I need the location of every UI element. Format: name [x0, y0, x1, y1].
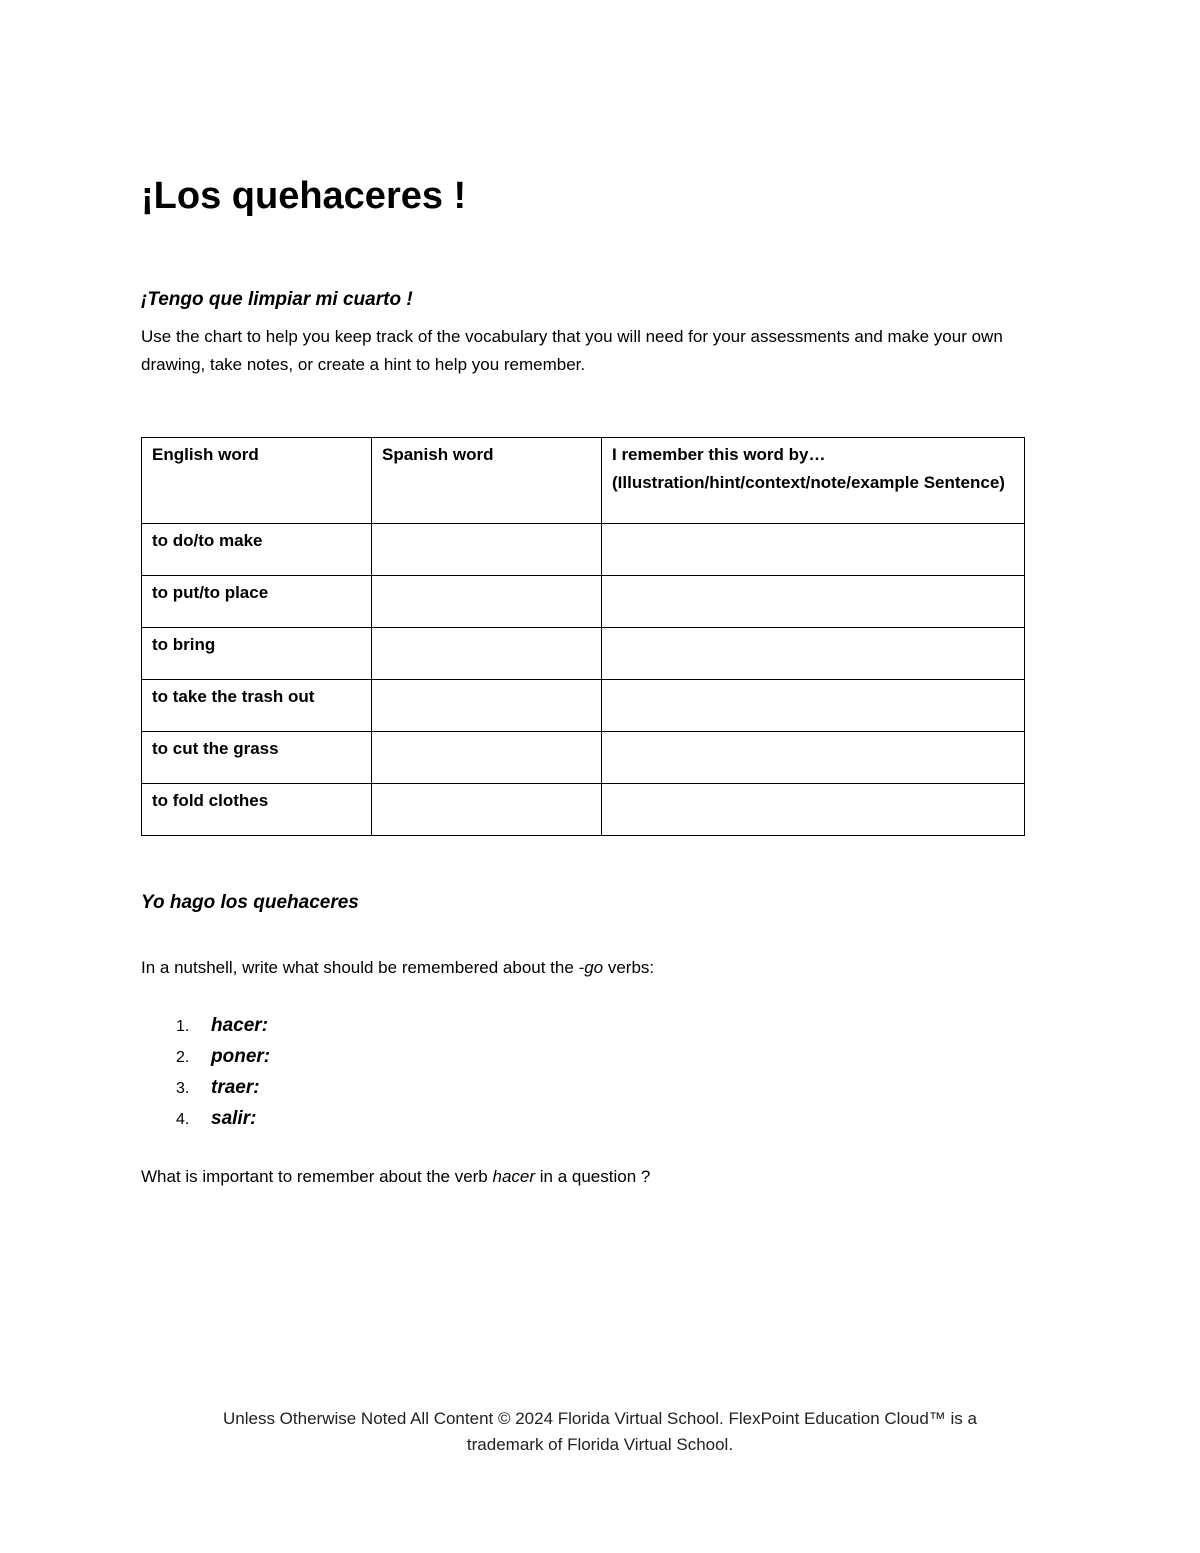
- intro-paragraph: Use the chart to help you keep track of the vocabulary that you will need for your assessments and make your own drawing, take notes, or create a hint to help you remember.: [141, 327, 1003, 374]
- table-header-row: [142, 438, 1025, 524]
- cell-remember[interactable]: [602, 680, 1025, 732]
- nutshell-text-after: verbs:: [603, 958, 655, 977]
- table-row: [142, 576, 1025, 628]
- section-heading-go-verbs: Yo hago los quehaceres: [141, 892, 359, 913]
- table-row: [142, 524, 1025, 576]
- cell-english: to cut the grass: [142, 732, 372, 784]
- vocabulary-table: [141, 437, 1025, 836]
- page-title: ¡Los quehaceres !: [141, 175, 467, 217]
- question-text-before: What is important to remember about the verb: [141, 1167, 493, 1186]
- header-english-word: English word: [142, 438, 372, 524]
- list-number: 2.: [176, 1049, 190, 1066]
- cell-remember[interactable]: [602, 576, 1025, 628]
- cell-spanish[interactable]: [372, 628, 602, 680]
- verb-label: traer:: [211, 1077, 260, 1098]
- cell-remember[interactable]: [602, 784, 1025, 836]
- list-item: [141, 1041, 270, 1072]
- cell-english: to fold clothes: [142, 784, 372, 836]
- cell-english: to bring: [142, 628, 372, 680]
- nutshell-prompt: [141, 954, 654, 982]
- list-item: [141, 1103, 270, 1134]
- go-verbs-list: [141, 1010, 270, 1134]
- header-spanish-word: Spanish word: [372, 438, 602, 524]
- nutshell-go-emphasis: -go: [578, 958, 604, 977]
- cell-spanish[interactable]: [372, 680, 602, 732]
- footer-line-1: Unless Otherwise Noted All Content © 2024 Florida Virtual School. FlexPoint Education Cloud™ is a: [223, 1409, 977, 1428]
- cell-english: to put/to place: [142, 576, 372, 628]
- list-item: [141, 1010, 270, 1041]
- cell-english: to do/to make: [142, 524, 372, 576]
- verb-label: hacer:: [211, 1015, 269, 1036]
- table-row: [142, 732, 1025, 784]
- list-item: [141, 1072, 270, 1103]
- verb-label: poner:: [211, 1046, 271, 1067]
- question-text-after: in a question ?: [535, 1167, 651, 1186]
- section-heading-vocabulary: ¡Tengo que limpiar mi cuarto !: [141, 289, 413, 310]
- cell-remember[interactable]: [602, 524, 1025, 576]
- question-hacer-emphasis: hacer: [492, 1167, 536, 1186]
- list-number: 4.: [176, 1111, 190, 1128]
- list-number: 1.: [176, 1018, 190, 1035]
- table-row: [142, 784, 1025, 836]
- cell-remember[interactable]: [602, 732, 1025, 784]
- table-row: [142, 628, 1025, 680]
- cell-spanish[interactable]: [372, 784, 602, 836]
- footer-line-2: trademark of Florida Virtual School.: [466, 1435, 734, 1454]
- header-remember: I remember this word by… (Illustration/hint/context/note/example Sentence): [602, 438, 1025, 524]
- hacer-question: [141, 1163, 650, 1191]
- copyright-footer: [0, 1406, 1200, 1458]
- cell-spanish[interactable]: [372, 732, 602, 784]
- table-row: [142, 680, 1025, 732]
- cell-remember[interactable]: [602, 628, 1025, 680]
- cell-english: to take the trash out: [142, 680, 372, 732]
- verb-label: salir:: [211, 1108, 257, 1129]
- cell-spanish[interactable]: [372, 524, 602, 576]
- nutshell-text-before: In a nutshell, write what should be remembered about the: [141, 958, 579, 977]
- cell-spanish[interactable]: [372, 576, 602, 628]
- list-number: 3.: [176, 1080, 190, 1097]
